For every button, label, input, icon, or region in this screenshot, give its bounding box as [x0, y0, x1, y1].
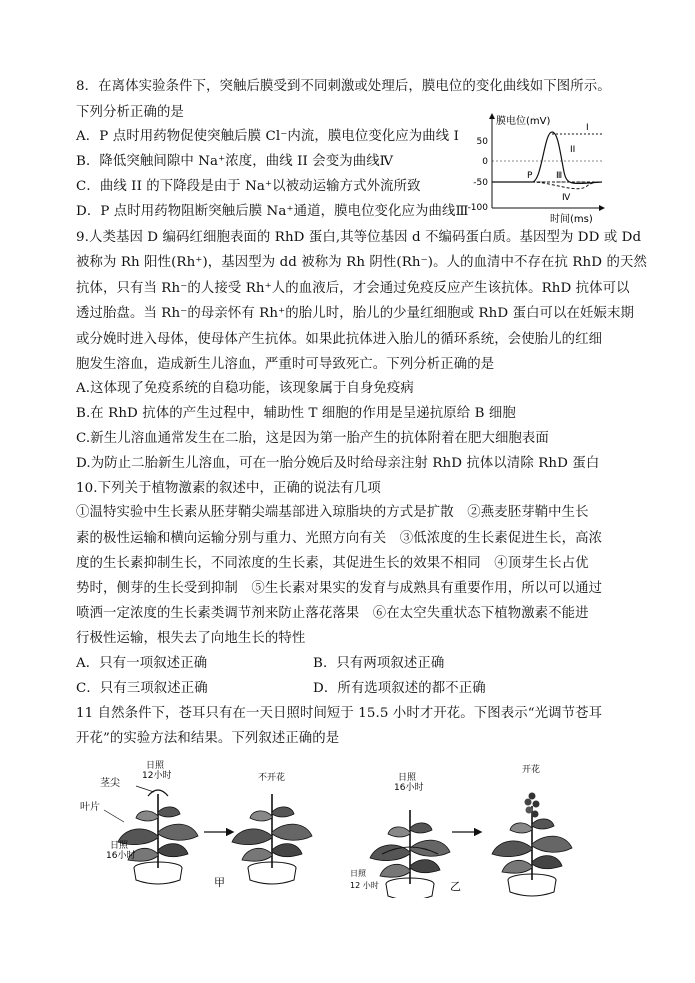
q8-stem-line-1: 8．在离体实验条件下，突触后膜受到不同刺激或处理后，膜电位的变化曲线如下图所示。: [76, 79, 611, 94]
q10-option-a: A．只有一项叙述正确: [76, 656, 208, 671]
q9-line-6: 胞发生溶血，造成新生儿溶血，严重时可导致死亡。下列分析正确的是: [76, 357, 495, 372]
jia-caption: 甲: [214, 876, 225, 889]
point-p-label: P: [527, 171, 533, 181]
q8-option-b: B．降低突触间隙中 Na⁺浓度，曲线 II 会变为曲线Ⅳ: [76, 154, 394, 169]
q8-membrane-potential-chart: [452, 112, 612, 228]
jia-bottom-light-2: 16小时: [106, 851, 136, 861]
curve-iv: [532, 182, 602, 189]
q9-line-3: 抗体，只有当 Rh⁻的人接受 Rh⁺人的血液后，才会通过免疫反应产生该抗体。RhD 抗体可以: [76, 281, 630, 296]
curve-ii: [532, 132, 602, 183]
y-tick-minus50: -50: [473, 178, 488, 188]
y-tick-minus100: -100: [467, 203, 488, 213]
q8-option-c: C．曲线 II 的下降段是由于 Na⁺以被动运输方式外流所致: [76, 179, 421, 194]
q10-option-d: D．所有选项叙述的都不正确: [313, 681, 486, 696]
curve-iii-label: Ⅲ: [556, 171, 563, 181]
q9-line-2: 被称为 Rh 阳性(Rh⁺)，基因型为 dd 被称为 Rh 阴性(Rh⁻)。人的血清中不存在抗 RhD 的天然: [76, 255, 647, 270]
jia-before-plant: [118, 790, 198, 884]
q10-line-1: 10.下列关于植物激素的叙述中，正确的说法有几项: [76, 481, 381, 496]
q10-line-5: 势时，侧芽的生长受到抑制 ⑤生长素对果实的发育与成熟具有重要作用，所以可以通过: [76, 581, 603, 596]
q9-line-4: 透过胎盘。当 Rh⁻的母亲怀有 Rh⁺的胎儿时，胎儿的少量红细胞或 RhD 蛋白可以在妊娠末期: [76, 306, 634, 321]
yi-after-plant: [492, 793, 572, 897]
yi-top-light-1: 日照: [398, 773, 417, 783]
q11-line-2: 开花”的实验方法和结果。下列叙述正确的是: [76, 731, 340, 746]
q10-line-2: ①温特实验中生长素从胚芽鞘尖端基部进入琼脂块的方式是扩散 ②燕麦胚芽鞘中生长: [76, 505, 589, 520]
q9-line-5: 或分娩时进入母体，使母体产生抗体。如果此抗体进入胎儿的循环系统，会使胎儿的红细: [76, 332, 603, 347]
yi-result: 开花: [522, 765, 541, 775]
q10-line-4: 度的生长素抑制生长，不同浓度的生长素，其促进生长的效果不相同 ④顶芽生长占优: [76, 556, 589, 571]
jia-top-light-2: 12小时: [142, 771, 172, 781]
jia-result: 不开花: [258, 773, 286, 783]
curve-ii-label: II: [570, 145, 576, 155]
jia-after-plant: [232, 794, 312, 884]
q9-option-c: C.新生儿溶血通常发生在二胎，这是因为第一胎产生的抗体附着在肥大细胞表面: [76, 431, 549, 446]
jia-leaf-label: 叶片: [80, 802, 100, 813]
q10-line-3: 素的极性运输和横向运输分别与重力、光照方向有关 ③低浓度的生长素促进生长，高浓: [76, 531, 603, 546]
q10-option-c: C．只有三项叙述正确: [76, 681, 208, 696]
q9-option-b: B.在 RhD 抗体的产生过程中，辅助性 T 细胞的作用是呈递抗原给 B 细胞: [76, 406, 516, 421]
q10-line-6: 喷洒一定浓度的生长素类调节剂来防止落花落果 ⑥在太空失重状态下植物激素不能进: [76, 606, 589, 621]
q10-line-7: 行极性运输，根失去了向地生长的特性: [76, 631, 306, 646]
y-tick-0: 0: [482, 157, 488, 167]
q11-cocklebur-figure: [80, 758, 620, 898]
q9-option-d: D.为防止二胎新生儿溶血，可在一胎分娩后及时给母亲注射 RhD 抗体以清除 RhD 蛋白: [76, 456, 600, 471]
q8-option-d: D．P 点时用药物阻断突触后膜 Na⁺通道，膜电位变化应为曲线Ⅲ: [76, 204, 469, 219]
flower-cluster-icon: [525, 793, 540, 818]
q10-option-b: B．只有两项叙述正确: [313, 656, 445, 671]
yi-top-light-2: 16小时: [394, 783, 424, 793]
q11-line-1: 11 自然条件下，苍耳只有在一天日照时间短于 15.5 小时才开花。下图表示“光调节苍耳: [76, 706, 603, 721]
yi-caption: 乙: [450, 880, 461, 893]
y-axis-label: 膜电位(mV): [496, 116, 551, 127]
yi-bottom-light-2: 12 小时: [350, 881, 379, 890]
y-tick-50: 50: [476, 137, 488, 147]
q8-option-a: A．P 点时用药物促使突触后膜 Cl⁻内流，膜电位变化应为曲线 I: [76, 129, 460, 144]
curve-iv-label: Ⅳ: [562, 193, 571, 203]
jia-bottom-light-1: 日照: [110, 841, 129, 851]
q9-line-1: 9.人类基因 D 编码红细胞表面的 RhD 蛋白,其等位基因 d 不编码蛋白质。基因型为 DD 或 Dd: [76, 230, 642, 245]
jia-top-light-1: 日照: [146, 761, 165, 771]
x-axis-label: 时间(ms): [550, 214, 593, 225]
jia-tip-label: 茎尖: [100, 778, 120, 789]
yi-bottom-light-1: 日照: [350, 869, 366, 878]
q8-stem-line-2: 下列分析正确的是: [76, 105, 184, 120]
yi-before-plant: [370, 810, 450, 898]
curve-i-label: I: [586, 123, 589, 133]
q9-option-a: A.这体现了免疫系统的自稳功能，该现象属于自身免疫病: [76, 381, 414, 396]
